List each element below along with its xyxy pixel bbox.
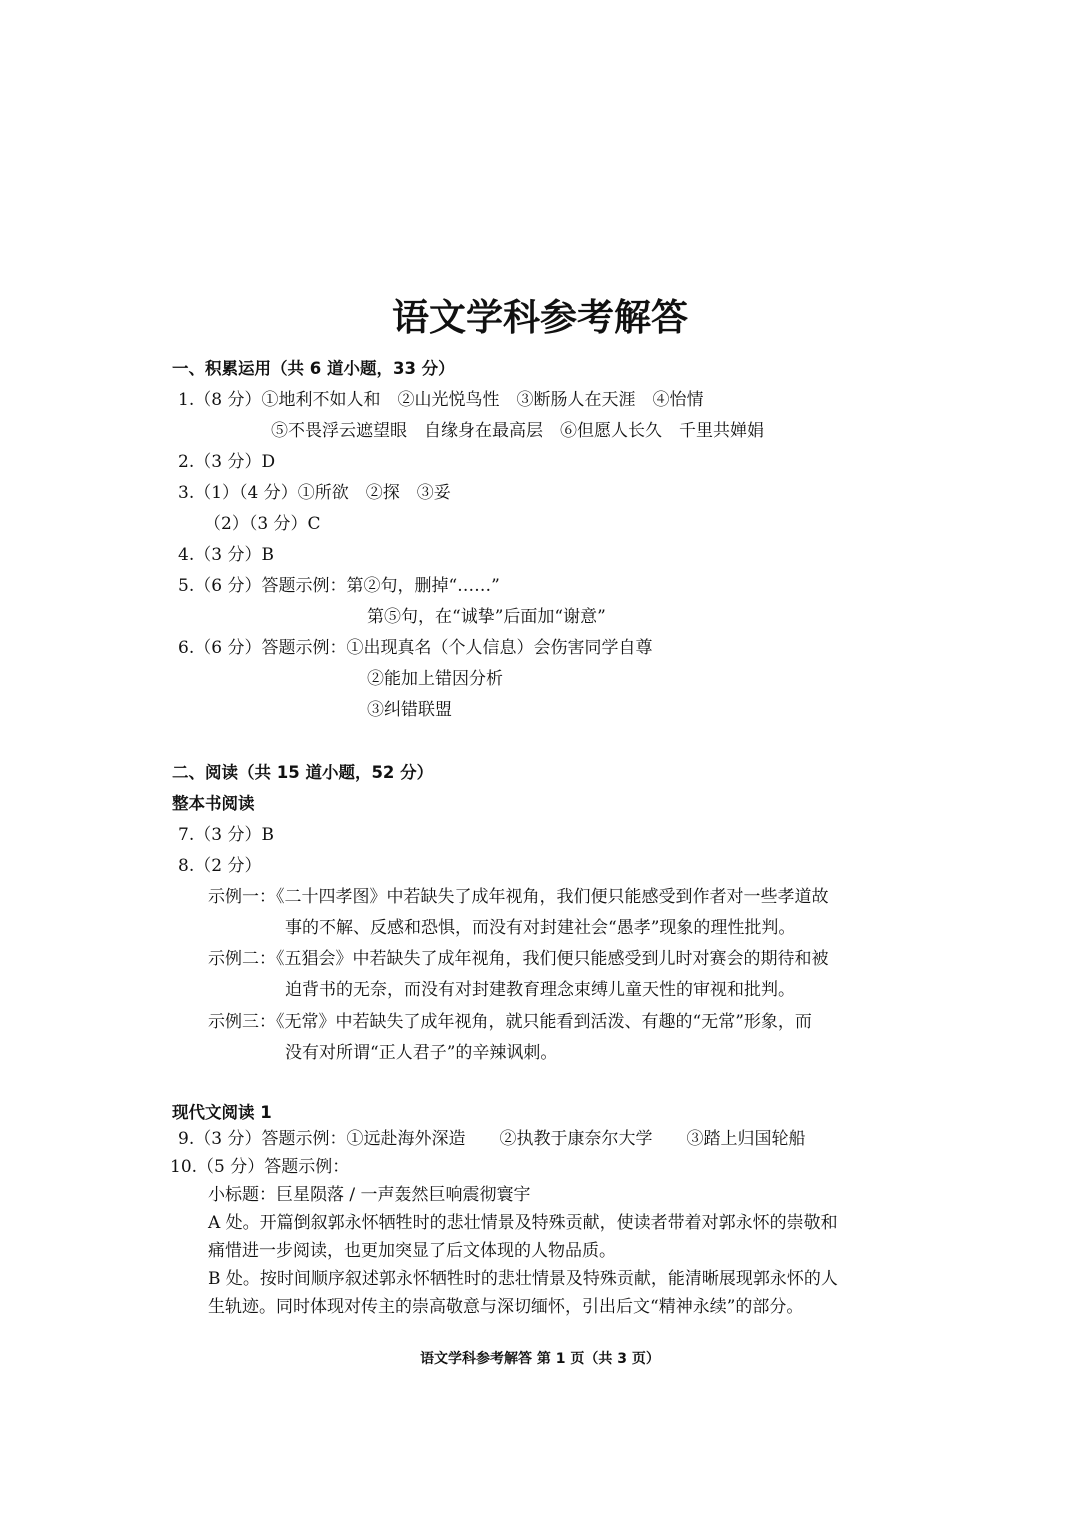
q2: 2.（3 分）D	[178, 452, 276, 472]
q1-line1: 1.（8 分）①地利不如人和 ②山光悦鸟性 ③断肠人在天涯 ④怡情	[178, 390, 704, 410]
q10-b-line1: B 处。按时间顺序叙述郭永怀牺牲时的悲壮情景及特殊贡献，能清晰展现郭永怀的人	[208, 1269, 838, 1289]
q8-example1-line2: 事的不解、反感和恐惧，而没有对封建社会“愚孝”现象的理性批判。	[285, 918, 796, 938]
q8: 8.（2 分）	[178, 856, 262, 876]
q10: 10.（5 分）答题示例：	[170, 1157, 350, 1177]
q8-example3-line1: 示例三：《无常》中若缺失了成年视角，就只能看到活泼、有趣的“无常”形象，而	[208, 1012, 812, 1032]
q8-example2-line1: 示例二：《五猖会》中若缺失了成年视角，我们便只能感受到儿时对赛会的期待和被	[208, 949, 829, 969]
q3-part1: 3.（1）（4 分）①所欲 ②探 ③妥	[178, 483, 451, 503]
q6-line1: 6.（6 分）答题示例：①出现真名（个人信息）会伤害同学自尊	[178, 638, 653, 658]
q9: 9.（3 分）答题示例：①远赴海外深造 ②执教于康奈尔大学 ③踏上归国轮船	[178, 1129, 806, 1149]
section1-heading: 一、积累运用（共 6 道小题，33 分）	[172, 359, 455, 378]
q10-a-line1: A 处。开篇倒叙郭永怀牺牲时的悲壮情景及特殊贡献，使读者带着对郭永怀的崇敬和	[208, 1213, 838, 1233]
q6-line2: ②能加上错因分析	[367, 669, 503, 689]
page-footer: 语文学科参考解答 第 1 页（共 3 页）	[420, 1351, 660, 1367]
q10-b-line2: 生轨迹。同时体现对传主的崇高敬意与深切缅怀，引出后文“精神永续”的部分。	[208, 1297, 804, 1317]
q7: 7.（3 分）B	[178, 825, 274, 845]
q5-line2: 第⑤句，在“诚挚”后面加“谢意”	[367, 607, 606, 627]
q8-example2-line2: 迫背书的无奈，而没有对封建教育理念束缚儿童天性的审视和批判。	[285, 980, 795, 1000]
q8-example3-line2: 没有对所谓“正人君子”的辛辣讽刺。	[285, 1043, 558, 1063]
q5-line1: 5.（6 分）答题示例：第②句，删掉“……”	[178, 576, 500, 596]
q10-a-line2: 痛惜进一步阅读，也更加突显了后文体现的人物品质。	[208, 1241, 616, 1261]
q10-subtitle: 小标题：巨星陨落 / 一声轰然巨响震彻寰宇	[208, 1185, 531, 1205]
q3-part2: （2）（3 分）C	[204, 514, 321, 534]
subsection-modern-reading-1: 现代文阅读 1	[172, 1103, 272, 1122]
q1-line2: ⑤不畏浮云遮望眼 自缘身在最高层 ⑥但愿人长久 千里共婵娟	[271, 421, 764, 441]
q6-line3: ③纠错联盟	[367, 700, 452, 720]
subsection-whole-book: 整本书阅读	[172, 794, 255, 813]
q8-example1-line1: 示例一：《二十四孝图》中若缺失了成年视角，我们便只能感受到作者对一些孝道故	[208, 887, 829, 907]
page-title: 语文学科参考解答	[392, 296, 688, 339]
q4: 4.（3 分）B	[178, 545, 274, 565]
section2-heading: 二、阅读（共 15 道小题，52 分）	[172, 763, 434, 782]
